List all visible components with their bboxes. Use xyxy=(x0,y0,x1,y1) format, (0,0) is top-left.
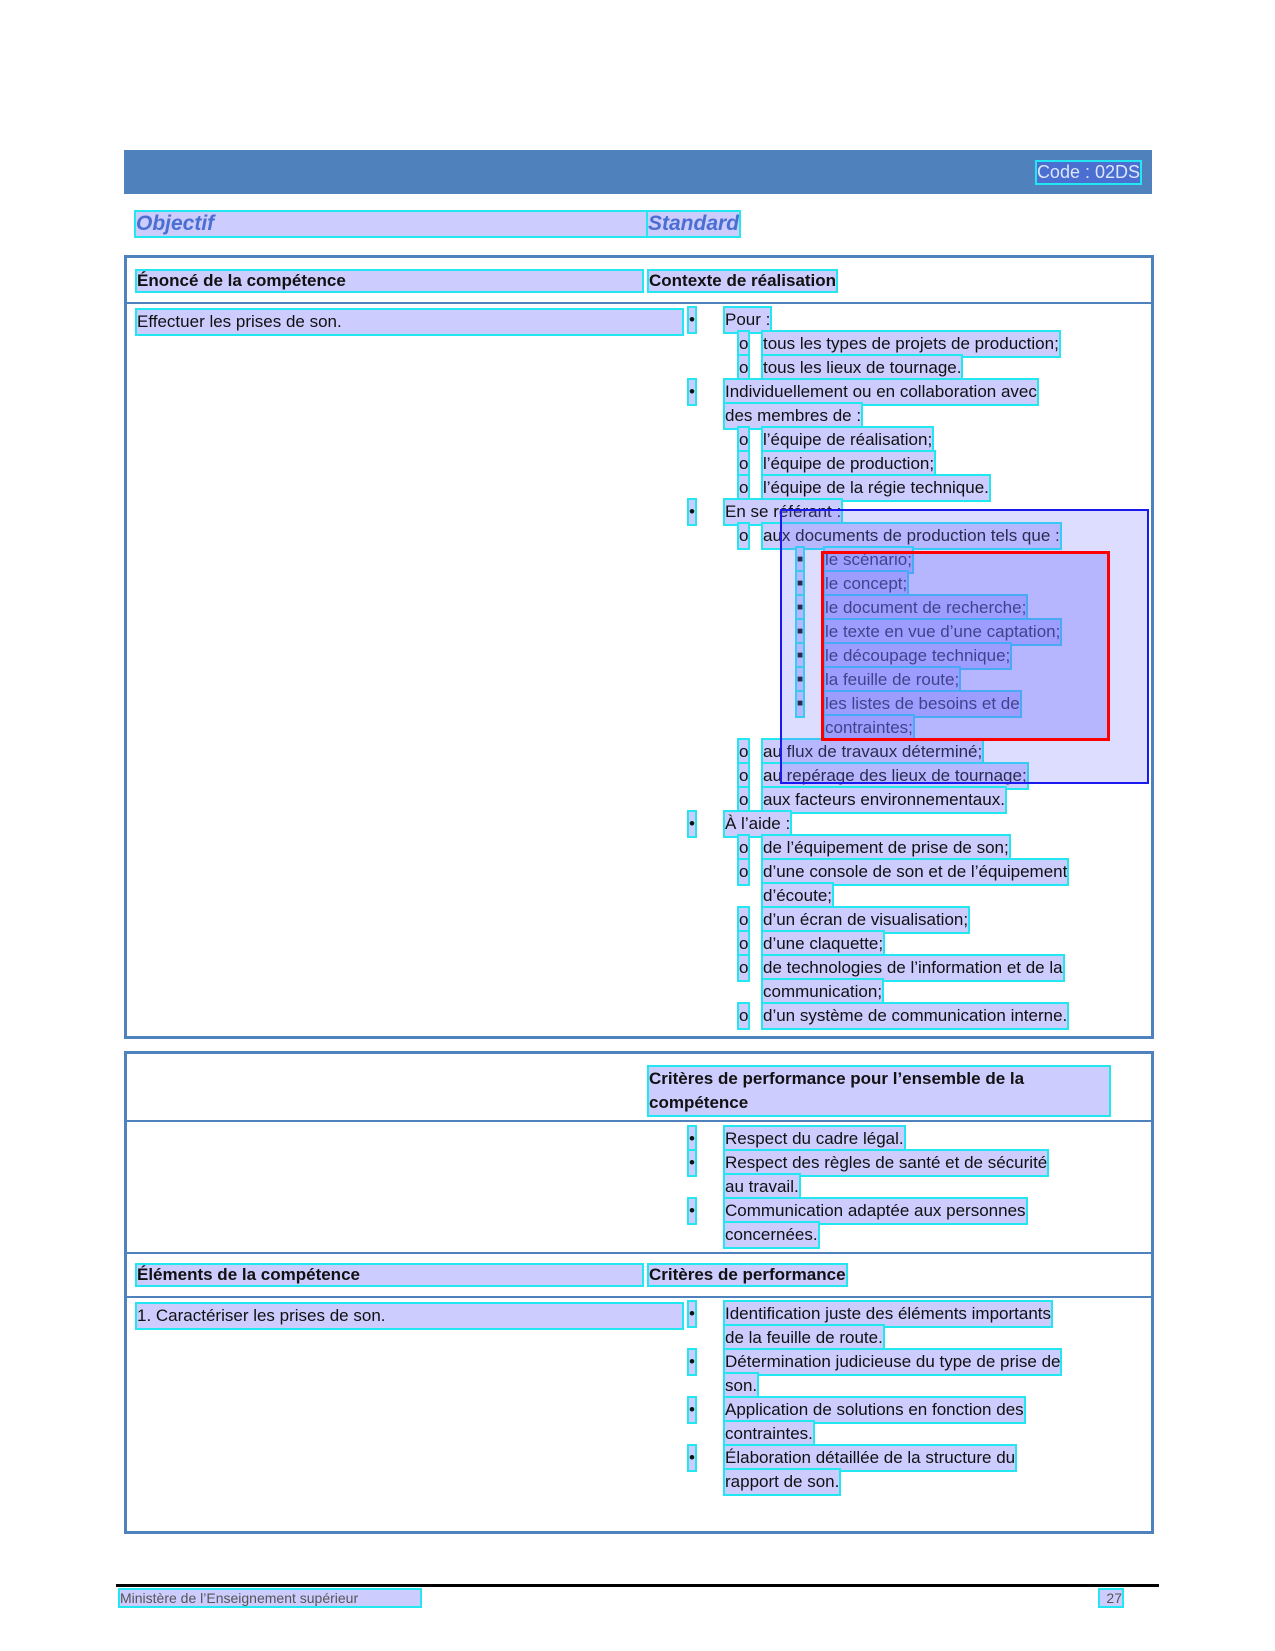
list-item-text: Communication adaptée aux personnes xyxy=(725,1199,1026,1223)
list-item-text: contraintes; xyxy=(825,716,913,740)
bullet-icon: ■ xyxy=(797,692,803,716)
list-item-text: au repérage des lieux de tournage; xyxy=(763,764,1027,788)
objectif-title: Objectif xyxy=(136,212,656,236)
list-item-text: Pour : xyxy=(725,308,770,332)
list-item-text: l’équipe de production; xyxy=(763,452,934,476)
circle-bullet-icon: o xyxy=(739,764,748,788)
circle-bullet-icon: o xyxy=(739,788,748,812)
list-item xyxy=(689,1127,1149,1151)
bullet-icon: • xyxy=(689,308,695,332)
bullet-icon: ■ xyxy=(797,620,803,644)
list-item xyxy=(689,956,1149,980)
footer-rule xyxy=(116,1584,1159,1587)
list-item-text: Respect du cadre légal. xyxy=(725,1127,904,1151)
footer-ministry: Ministère de l’Enseignement supérieur xyxy=(120,1590,420,1606)
list-item-text: le texte en vue d’une captation; xyxy=(825,620,1060,644)
list-item xyxy=(689,812,1149,836)
bullet-icon: • xyxy=(689,1302,695,1326)
row-divider xyxy=(127,1252,1151,1254)
page-number: 27 xyxy=(1100,1590,1122,1606)
list-item xyxy=(689,356,1149,380)
list-item-text: le scénario; xyxy=(825,548,912,572)
list-item-text: au flux de travaux déterminé; xyxy=(763,740,982,764)
list-item-text: d’une claquette; xyxy=(763,932,883,956)
list-item-text: le document de recherche; xyxy=(825,596,1026,620)
list-item-text: rapport de son. xyxy=(725,1470,839,1494)
list-item xyxy=(689,884,1149,908)
list-item xyxy=(689,452,1149,476)
list-item-text: les listes de besoins et de xyxy=(825,692,1020,716)
list-item xyxy=(689,380,1149,404)
list-item xyxy=(689,1422,1149,1446)
list-item-text: communication; xyxy=(763,980,882,1004)
program-code: Code : 02DS xyxy=(1036,162,1140,182)
list-item-text: de technologies de l’information et de la xyxy=(763,956,1063,980)
contexte-header: Contexte de réalisation xyxy=(649,271,837,290)
bullet-icon: ■ xyxy=(797,596,803,620)
list-item xyxy=(689,428,1149,452)
list-item-text: d’un écran de visualisation; xyxy=(763,908,968,932)
bullet-icon: • xyxy=(689,500,695,524)
bullet-icon: ■ xyxy=(797,644,803,668)
list-item-text: Respect des règles de santé et de sécurité xyxy=(725,1151,1047,1175)
list-item-text: le concept; xyxy=(825,572,907,596)
list-item xyxy=(689,1223,1149,1247)
list-item-text: Application de solutions en fonction des xyxy=(725,1398,1024,1422)
list-item-text: d’écoute; xyxy=(763,884,832,908)
list-item xyxy=(689,1446,1149,1470)
bullet-icon: • xyxy=(689,1127,695,1151)
list-item xyxy=(689,1004,1149,1028)
competence-element: 1. Caractériser les prises de son. xyxy=(137,1304,682,1328)
circle-bullet-icon: o xyxy=(739,956,748,980)
list-item xyxy=(689,1374,1149,1398)
bullet-icon: • xyxy=(689,1199,695,1223)
list-item xyxy=(689,1302,1149,1326)
elements-header: Éléments de la compétence xyxy=(137,1265,642,1285)
list-item xyxy=(689,404,1149,428)
list-item xyxy=(689,1175,1149,1199)
list-item xyxy=(689,332,1149,356)
list-item-text: contraintes. xyxy=(725,1422,813,1446)
list-item-text: son. xyxy=(725,1374,757,1398)
list-item-text: Élaboration détaillée de la structure du xyxy=(725,1446,1015,1470)
circle-bullet-icon: o xyxy=(739,1004,748,1028)
list-item-text: de l’équipement de prise de son; xyxy=(763,836,1009,860)
list-item xyxy=(689,932,1149,956)
list-item-text: À l’aide : xyxy=(725,812,790,836)
list-item xyxy=(689,860,1149,884)
list-item-text: Identification juste des éléments importants xyxy=(725,1302,1051,1326)
list-item-text: le découpage technique; xyxy=(825,644,1010,668)
bullet-icon: • xyxy=(689,812,695,836)
bullet-icon: • xyxy=(689,1446,695,1470)
circle-bullet-icon: o xyxy=(739,836,748,860)
list-item-text: l’équipe de réalisation; xyxy=(763,428,932,452)
list-item-text: tous les lieux de tournage. xyxy=(763,356,961,380)
performance-table xyxy=(124,1051,1154,1534)
list-item xyxy=(689,1470,1149,1494)
circle-bullet-icon: o xyxy=(739,740,748,764)
competence-statement: Effectuer les prises de son. xyxy=(137,310,682,334)
list-item xyxy=(689,1326,1149,1350)
list-item-text: Détermination judicieuse du type de prise de xyxy=(725,1350,1060,1374)
criteria-header: Critères de performance xyxy=(649,1265,846,1284)
list-item xyxy=(689,908,1149,932)
overall-criteria-list xyxy=(689,1127,1149,1247)
enonce-header: Énoncé de la compétence xyxy=(137,271,642,291)
row-divider xyxy=(127,1296,1151,1298)
list-item xyxy=(689,1350,1149,1374)
header-bar xyxy=(124,150,1152,194)
bullet-icon: ■ xyxy=(797,668,803,692)
bullet-icon: • xyxy=(689,1398,695,1422)
list-item-text: au travail. xyxy=(725,1175,799,1199)
bullet-icon: ■ xyxy=(797,548,803,572)
list-item-text: concernées. xyxy=(725,1223,818,1247)
list-item-text: des membres de : xyxy=(725,404,861,428)
list-item xyxy=(689,1398,1149,1422)
list-item-text: Individuellement ou en collaboration avec xyxy=(725,380,1037,404)
circle-bullet-icon: o xyxy=(739,332,748,356)
bullet-icon: • xyxy=(689,1350,695,1374)
circle-bullet-icon: o xyxy=(739,428,748,452)
list-item-text: d’un système de communication interne. xyxy=(763,1004,1067,1028)
row-divider xyxy=(127,302,1151,304)
row-divider xyxy=(127,1120,1151,1122)
list-item xyxy=(689,308,1149,332)
list-item-text: aux documents de production tels que : xyxy=(763,524,1060,548)
list-item xyxy=(689,1151,1149,1175)
list-item-text: En se référant : xyxy=(725,500,841,524)
bullet-icon: • xyxy=(689,380,695,404)
circle-bullet-icon: o xyxy=(739,860,748,884)
list-item-text: aux facteurs environnementaux. xyxy=(763,788,1005,812)
list-item-text: d’une console de son et de l’équipement xyxy=(763,860,1067,884)
circle-bullet-icon: o xyxy=(739,932,748,956)
list-item xyxy=(689,980,1149,1004)
criteria-list xyxy=(689,1302,1149,1494)
list-item-text: l’équipe de la régie technique. xyxy=(763,476,989,500)
standard-title: Standard xyxy=(648,212,740,235)
circle-bullet-icon: o xyxy=(739,524,748,548)
overall-criteria-header: Critères de performance pour l’ensemble de la compétence xyxy=(649,1067,1109,1115)
list-item-text: de la feuille de route. xyxy=(725,1326,883,1350)
circle-bullet-icon: o xyxy=(739,476,748,500)
list-item xyxy=(689,476,1149,500)
list-item xyxy=(689,1199,1149,1223)
circle-bullet-icon: o xyxy=(739,452,748,476)
list-item xyxy=(689,788,1149,812)
focus-box xyxy=(821,551,1110,741)
list-item xyxy=(689,836,1149,860)
circle-bullet-icon: o xyxy=(739,356,748,380)
bullet-icon: ■ xyxy=(797,572,803,596)
circle-bullet-icon: o xyxy=(739,908,748,932)
list-item-text: la feuille de route; xyxy=(825,668,959,692)
list-item-text: tous les types de projets de production; xyxy=(763,332,1059,356)
bullet-icon: • xyxy=(689,1151,695,1175)
